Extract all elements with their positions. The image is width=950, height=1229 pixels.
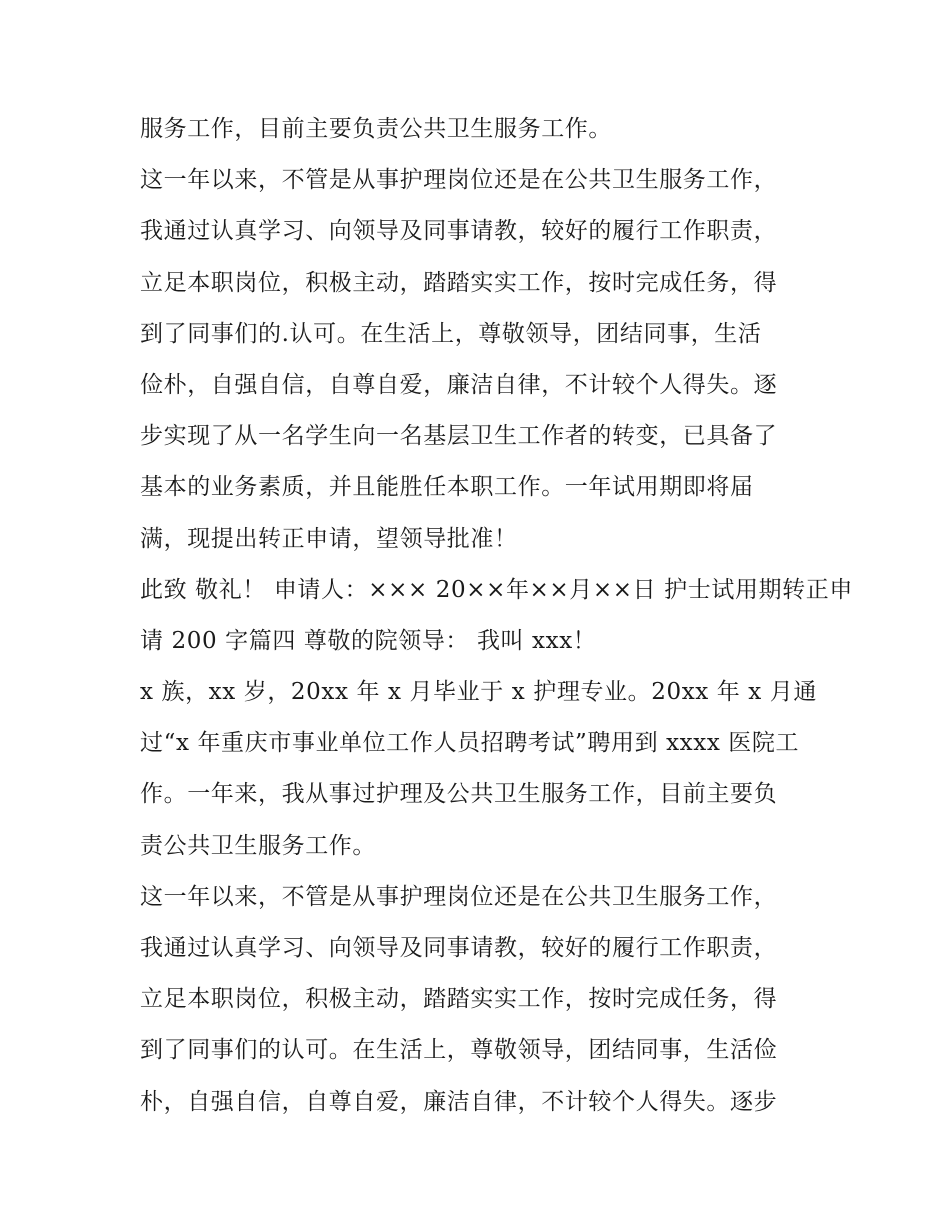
text-line: 请 200 字篇四 尊敬的院领导： 我叫 xxx！ (140, 627, 597, 654)
text-line: x 族，xx 岁，20xx 年 x 月毕业于 x 护理专业。20xx 年 x 月通 (140, 679, 817, 706)
text-line: 朴，自强自信，自尊自爱，廉洁自律，不计较个人得失。逐步 (140, 1088, 778, 1115)
text-line: 作。一年来，我从事过护理及公共卫生服务工作，目前主要负 (140, 781, 778, 808)
text-line: 到了同事们的认可。在生活上，尊敬领导，团结同事，生活俭 (140, 1037, 778, 1064)
text-line: 责公共卫生服务工作。 (140, 832, 376, 859)
document-body (140, 109, 853, 1133)
text-line: 立足本职岗位，积极主动，踏踏实实工作，按时完成任务，得 (140, 986, 778, 1013)
text-line: 到了同事们的.认可。在生活上，尊敬领导，团结同事，生活 (140, 320, 762, 347)
text-line: 我通过认真学习、向领导及同事请教，较好的履行工作职责， (140, 935, 778, 961)
text-line: 步实现了从一名学生向一名基层卫生工作者的转变，已具备了 (140, 423, 778, 450)
text-line: 这一年以来，不管是从事护理岗位还是在公共卫生服务工作， (140, 883, 778, 910)
text-line: 服务工作，目前主要负责公共卫生服务工作。 (140, 116, 612, 142)
text-line: 满，现提出转正申请，望领导批准！ (140, 525, 518, 552)
text-line: 俭朴，自强自信，自尊自爱，廉洁自律，不计较个人得失。逐 (140, 371, 778, 398)
text-line: 我通过认真学习、向领导及同事请教，较好的履行工作职责， (140, 218, 778, 245)
text-line: 过“x 年重庆市事业单位工作人员招聘考试”聘用到 xxxx 医院工 (140, 730, 800, 757)
text-line: 此致 敬礼！ 申请人：××× 20××年××月××日 护士试用期转正申 (140, 576, 853, 603)
text-line: 立足本职岗位，积极主动，踏踏实实工作，按时完成任务，得 (140, 269, 778, 296)
text-line: 基本的业务素质，并且能胜任本职工作。一年试用期即将届 (140, 474, 754, 501)
text-line: 这一年以来，不管是从事护理岗位还是在公共卫生服务工作， (140, 167, 778, 194)
